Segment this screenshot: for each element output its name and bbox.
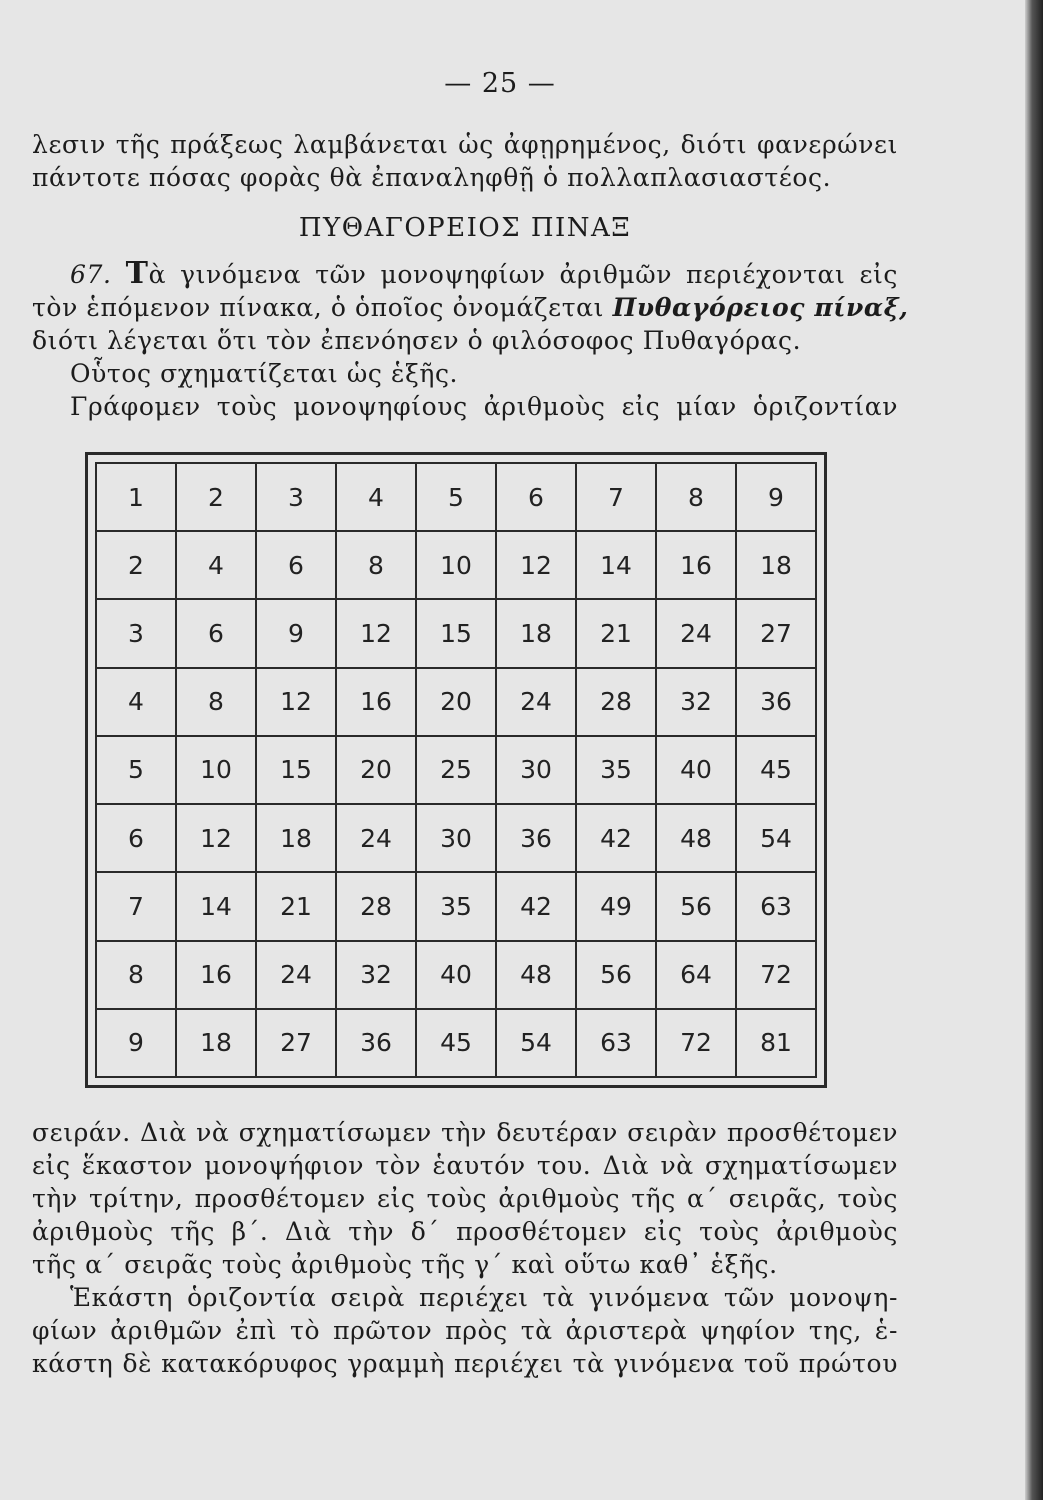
- table-cell: 6: [256, 531, 336, 599]
- table-cell: 42: [496, 872, 576, 940]
- table-row: [96, 599, 816, 667]
- table-cell: 45: [416, 1009, 496, 1077]
- table-cell: 6: [496, 463, 576, 531]
- table-cell: 9: [96, 1009, 176, 1077]
- table-row: [96, 941, 816, 1009]
- table-row: [96, 668, 816, 736]
- table-cell: 21: [576, 599, 656, 667]
- table-cell: 15: [256, 736, 336, 804]
- table-row: [96, 872, 816, 940]
- table-cell: 4: [176, 531, 256, 599]
- table-cell: 28: [576, 668, 656, 736]
- table-cell: 18: [496, 599, 576, 667]
- table-cell: 32: [336, 941, 416, 1009]
- text-line: φίων ἀριθμῶν ἐπὶ τὸ πρῶτον πρὸς τὰ ἀριστερὰ ψηφίον της, ἑ-: [32, 1316, 898, 1345]
- table-row: [96, 1009, 816, 1077]
- table-cell: 10: [416, 531, 496, 599]
- table-cell: 21: [256, 872, 336, 940]
- table-cell: 6: [176, 599, 256, 667]
- table-cell: 4: [96, 668, 176, 736]
- table-cell: 35: [576, 736, 656, 804]
- table-cell: 81: [736, 1009, 816, 1077]
- table-cell: 16: [656, 531, 736, 599]
- table-cell: 8: [96, 941, 176, 1009]
- table-cell: 27: [736, 599, 816, 667]
- table-cell: 9: [736, 463, 816, 531]
- table-cell: 20: [336, 736, 416, 804]
- text-line: ἀριθμοὺς τῆς β΄. Διὰ τὴν δ΄ προσθέτομεν εἰς τοὺς ἀριθμοὺς: [32, 1217, 898, 1246]
- table-cell: 30: [416, 804, 496, 872]
- bottom-text: [32, 1116, 898, 1380]
- table-cell: 3: [96, 599, 176, 667]
- table-cell: 7: [576, 463, 656, 531]
- table-cell: 64: [656, 941, 736, 1009]
- text-line: λεσιν τῆς πράξεως λαμβάνεται ὡς ἀφῃρημένος, διότι φανερώνει: [32, 130, 898, 159]
- table-cell: 6: [96, 804, 176, 872]
- table-cell: 14: [176, 872, 256, 940]
- text-line: εἰς ἕκαστον μονοψήφιον τὸν ἑαυτόν του. Διὰ νὰ σχηματίσωμεν: [32, 1151, 898, 1180]
- table-cell: 10: [176, 736, 256, 804]
- table-row: [96, 531, 816, 599]
- page-edge-shadow: [1025, 0, 1043, 1500]
- table-cell: 63: [736, 872, 816, 940]
- table-cell: 9: [256, 599, 336, 667]
- paragraph-second-line: [32, 291, 909, 324]
- text-line: πάντοτε πόσας φορὰς θὰ ἐπαναληφθῇ ὁ πολλαπλασιαστέος.: [32, 163, 832, 192]
- text-fragment: ὰ γινόμενα τῶν μονοψηφίων ἀριθμῶν περιέχονται εἰς: [148, 260, 899, 289]
- text-line: τῆς α΄ σειρᾶς τοὺς ἀριθμοὺς τῆς γ΄ καὶ οὕτω καθ᾽ ἑξῆς.: [32, 1250, 778, 1279]
- table-cell: 3: [256, 463, 336, 531]
- text-line: τὴν τρίτην, προσθέτομεν εἰς τοὺς ἀριθμοὺς τῆς α΄ σειρᾶς, τοὺς: [32, 1184, 898, 1213]
- emphasized-term: Πυθαγόρειος πίναξ,: [612, 293, 909, 322]
- table-cell: 72: [736, 941, 816, 1009]
- table-cell: 12: [176, 804, 256, 872]
- table-cell: 48: [656, 804, 736, 872]
- table-cell: 40: [416, 941, 496, 1009]
- table-cell: 40: [656, 736, 736, 804]
- drop-initial: Τ: [125, 256, 149, 291]
- table-cell: 2: [176, 463, 256, 531]
- table-row: [96, 736, 816, 804]
- text-line: Γράφομεν τοὺς μονοψηφίους ἀριθμοὺς εἰς μίαν ὁριζοντίαν: [70, 392, 898, 421]
- top-text: [32, 128, 898, 194]
- table-cell: 20: [416, 668, 496, 736]
- table-cell: 5: [416, 463, 496, 531]
- table-cell: 72: [656, 1009, 736, 1077]
- text-line: κάστη δὲ κατακόρυφος γραμμὴ περιέχει τὰ γινόμενα τοῦ πρώτου: [32, 1349, 898, 1378]
- table-cell: 24: [496, 668, 576, 736]
- text-line: Οὗτος σχηματίζεται ὡς ἑξῆς.: [70, 359, 459, 388]
- table-cell: 42: [576, 804, 656, 872]
- table-cell: 54: [736, 804, 816, 872]
- table-cell: 24: [256, 941, 336, 1009]
- table-cell: 28: [336, 872, 416, 940]
- table-cell: 5: [96, 736, 176, 804]
- table-cell: 49: [576, 872, 656, 940]
- table-cell: 27: [256, 1009, 336, 1077]
- table-cell: 54: [496, 1009, 576, 1077]
- section-title: ΠΥΘΑΓΟΡΕΙΟΣ ΠΙΝΑΞ: [298, 213, 632, 243]
- table-cell: 8: [336, 531, 416, 599]
- table-cell: 35: [416, 872, 496, 940]
- text-line: σειράν. Διὰ νὰ σχηματίσωμεν τὴν δευτέραν σειρὰν προσθέτομεν: [32, 1118, 898, 1147]
- table-cell: 36: [736, 668, 816, 736]
- table-cell: 18: [256, 804, 336, 872]
- table-cell: 1: [96, 463, 176, 531]
- table-cell: 63: [576, 1009, 656, 1077]
- pythagorean-table-frame: [85, 452, 827, 1088]
- table-cell: 25: [416, 736, 496, 804]
- table-cell: 16: [336, 668, 416, 736]
- table-cell: 12: [336, 599, 416, 667]
- table-cell: 56: [656, 872, 736, 940]
- table-cell: 8: [176, 668, 256, 736]
- table-cell: 12: [496, 531, 576, 599]
- paragraph-67: [32, 256, 909, 423]
- page-number: — 25 —: [444, 68, 556, 99]
- table-cell: 7: [96, 872, 176, 940]
- text-fragment: τὸν ἑπόμενον πίνακα, ὁ ὁποῖος ὀνομάζεται: [32, 293, 605, 322]
- table-cell: 14: [576, 531, 656, 599]
- table-cell: 36: [336, 1009, 416, 1077]
- table-cell: 45: [736, 736, 816, 804]
- paragraph-number: 67.: [70, 260, 112, 289]
- table-cell: 36: [496, 804, 576, 872]
- table-cell: 15: [416, 599, 496, 667]
- table-cell: 24: [336, 804, 416, 872]
- table-cell: 8: [656, 463, 736, 531]
- table-cell: 2: [96, 531, 176, 599]
- table-cell: 18: [736, 531, 816, 599]
- text-line: Ἑκάστη ὁριζοντία σειρὰ περιέχει τὰ γινόμενα τῶν μονοψη-: [70, 1283, 898, 1312]
- table-cell: 12: [256, 668, 336, 736]
- table-cell: 4: [336, 463, 416, 531]
- table-cell: 48: [496, 941, 576, 1009]
- table-cell: 16: [176, 941, 256, 1009]
- table-cell: 30: [496, 736, 576, 804]
- table-row: [96, 463, 816, 531]
- text-line: διότι λέγεται ὅτι τὸν ἐπενόησεν ὁ φιλόσοφος Πυθαγόρας.: [32, 326, 802, 355]
- table-cell: 32: [656, 668, 736, 736]
- paragraph-first-line: [32, 257, 898, 291]
- table-cell: 56: [576, 941, 656, 1009]
- table-cell: 18: [176, 1009, 256, 1077]
- table-row: [96, 804, 816, 872]
- pythagorean-table: [95, 462, 817, 1078]
- table-cell: 24: [656, 599, 736, 667]
